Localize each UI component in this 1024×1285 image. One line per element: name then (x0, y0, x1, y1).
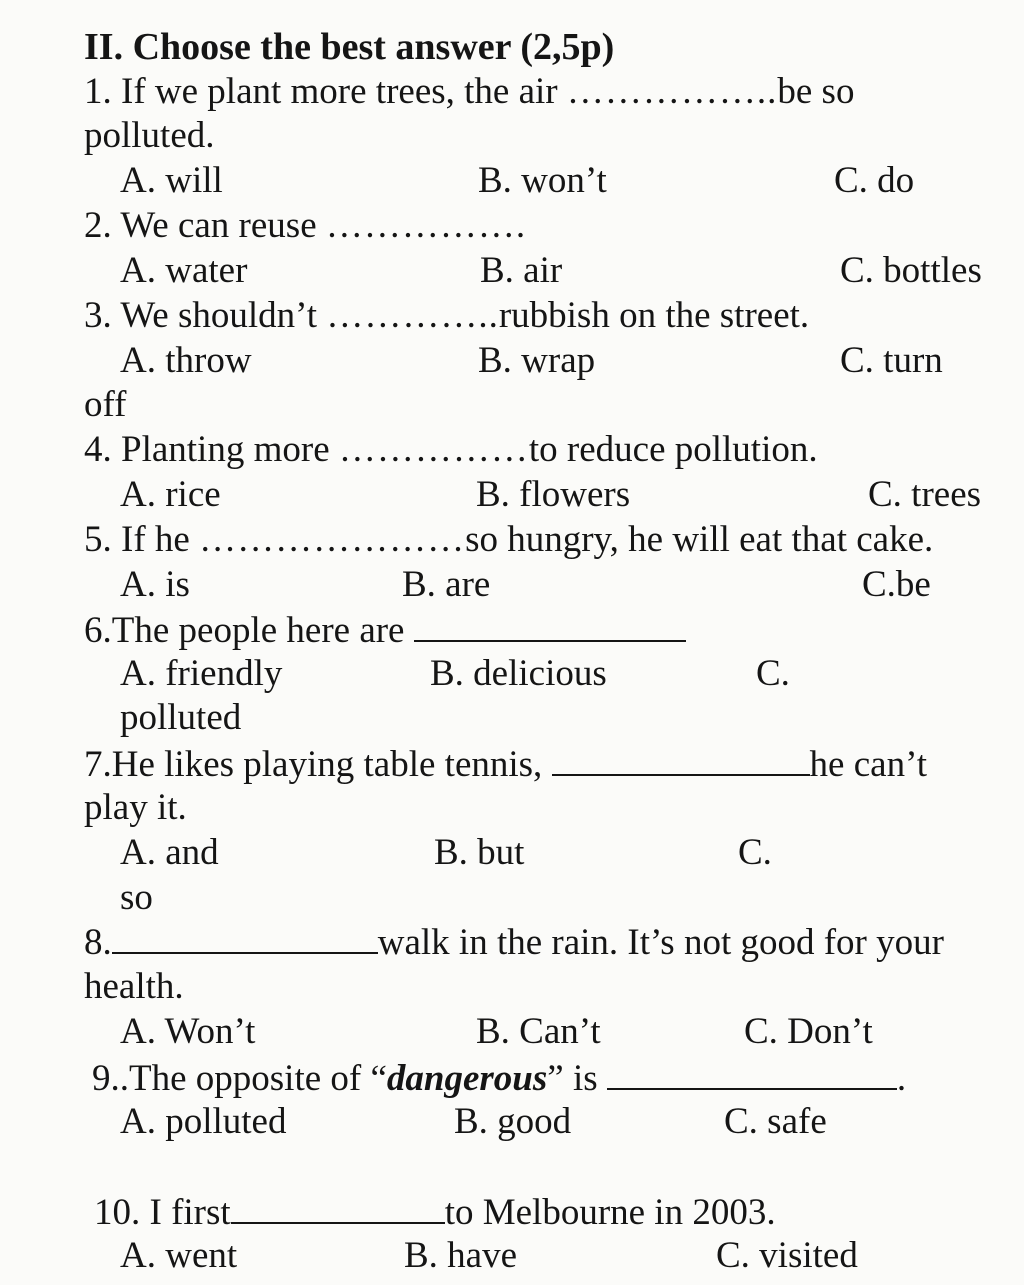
question-6-blank-line (414, 610, 686, 642)
question-5 (84, 520, 933, 560)
option-4c: C. trees (868, 474, 982, 515)
question-5-blank: ………………… (199, 519, 466, 560)
question-8-line2: health. (84, 966, 184, 1007)
question-9-blank-line (607, 1058, 897, 1090)
option-7b: B. but (434, 832, 525, 873)
question-1 (84, 72, 854, 112)
question-10 (94, 1192, 776, 1233)
option-4b: B. flowers (476, 474, 631, 515)
question-1-text-end: be so (777, 71, 855, 112)
option-6b: B. delicious (430, 653, 607, 694)
question-7-text-end: he can’t (809, 744, 927, 785)
option-3c-wrap: off (84, 384, 127, 425)
question-4-text-end: to reduce pollution. (528, 429, 818, 470)
option-6a: A. friendly (120, 653, 283, 694)
question-10-text-end: to Melbourne in 2003. (444, 1192, 776, 1233)
question-4 (84, 430, 818, 470)
question-1-line2: polluted. (84, 115, 215, 156)
question-4-text: 4. Planting more (84, 429, 339, 470)
option-3b: B. wrap (478, 340, 596, 381)
option-8c: C. Don’t (744, 1011, 873, 1052)
option-7a: A. and (120, 832, 219, 873)
option-1a: A. will (120, 160, 223, 201)
question-8-text: walk in the rain. It’s not good for your (377, 922, 944, 963)
question-3-text: 3. We shouldn’t (84, 295, 327, 336)
option-1c: C. do (834, 160, 915, 201)
option-2b: B. air (480, 250, 563, 291)
option-10a: A. went (120, 1235, 238, 1276)
question-10-blank-line (231, 1192, 445, 1224)
option-9b: B. good (454, 1101, 572, 1142)
section-title: II. Choose the best answer (2,5p) (84, 26, 615, 68)
question-6-text: 6.The people here are (84, 610, 414, 651)
question-1-text: 1. If we plant more trees, the air (84, 71, 567, 112)
question-9-keyword: dangerous (386, 1058, 548, 1099)
option-6c-wrap: polluted (120, 697, 242, 738)
question-8-number: 8. (84, 922, 112, 963)
question-9-text: 9..The opposite of “ (92, 1058, 387, 1099)
question-7-blank-line (552, 744, 810, 776)
question-9 (92, 1058, 906, 1099)
question-5-text-end: so hungry, he will eat that cake. (465, 519, 934, 560)
question-7-line2: play it. (84, 787, 187, 828)
question-3-blank: ………….. (326, 295, 499, 336)
option-2a: A. water (120, 250, 248, 291)
option-10c: C. visited (716, 1235, 858, 1276)
question-2 (84, 206, 526, 246)
option-5a: A. is (120, 564, 190, 605)
option-9a: A. polluted (120, 1101, 287, 1142)
question-1-blank: …………….. (566, 71, 778, 112)
option-3a: A. throw (120, 340, 252, 381)
option-6c: C. (756, 653, 790, 694)
question-2-blank: ……………. (325, 205, 527, 246)
option-4a: A. rice (120, 474, 221, 515)
option-5b: B. are (402, 564, 491, 605)
option-8b: B. Can’t (476, 1011, 601, 1052)
question-4-blank: …………… (338, 429, 529, 470)
option-2c: C. bottles (840, 250, 982, 291)
option-5c: C.be (862, 564, 931, 605)
question-3 (84, 296, 809, 336)
question-7-text: 7.He likes playing table tennis, (84, 744, 552, 785)
option-7c-wrap: so (120, 877, 153, 918)
question-10-text: 10. I first (94, 1192, 231, 1233)
question-2-text: 2. We can reuse (84, 205, 326, 246)
option-9c: C. safe (724, 1101, 827, 1142)
option-3c: C. turn (840, 340, 943, 381)
question-5-text: 5. If he (84, 519, 200, 560)
question-6 (84, 610, 686, 651)
question-9-end: . (896, 1058, 907, 1099)
question-8 (84, 922, 944, 963)
option-8a: A. Won’t (120, 1011, 256, 1052)
option-1b: B. won’t (478, 160, 607, 201)
question-8-blank-line (112, 922, 378, 954)
question-3-text-end: rubbish on the street. (498, 295, 810, 336)
question-7 (84, 744, 927, 785)
option-7c: C. (738, 832, 772, 873)
question-9-text-mid: ” is (547, 1058, 607, 1099)
option-10b: B. have (404, 1235, 518, 1276)
